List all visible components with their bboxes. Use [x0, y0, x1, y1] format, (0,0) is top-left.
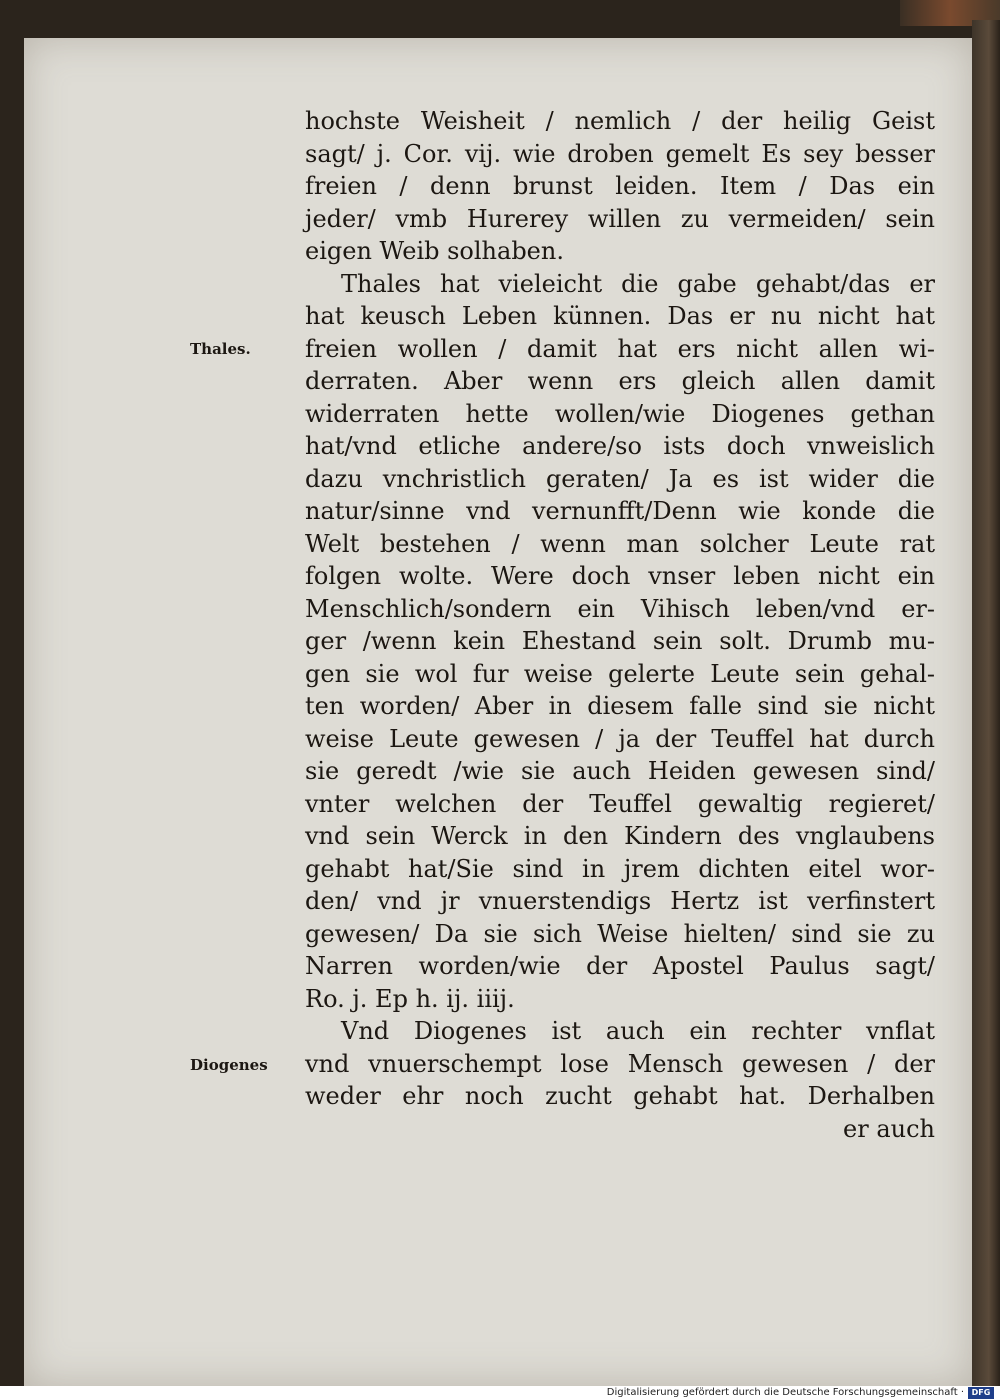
- footer-bar: [0, 1386, 1000, 1400]
- text-line: den/ vnd jr vnuerstendigs Hertz ist verfinstert: [305, 887, 935, 915]
- text-line: freien / denn brunst leiden. Item / Das ein: [305, 172, 935, 200]
- text-line: folgen wolte. Were doch vnser leben nicht ein: [305, 562, 935, 590]
- text-line: jeder/ vmb Hurerey willen zu vermeiden/ sein: [305, 204, 935, 233]
- text-line: gewesen/ Da sie sich Weise hielten/ sind sie zu: [305, 919, 935, 948]
- text-line: vnd sein Werck in den Kindern des vnglaubens: [305, 822, 935, 850]
- margin-note-thales: Thales.: [190, 340, 251, 358]
- text-line: hat keusch Leben künnen. Das er nu nicht hat: [305, 302, 935, 330]
- text-line: gehabt hat/Sie sind in jrem dichten eitel wor-: [305, 854, 935, 883]
- body-text: [305, 105, 935, 1145]
- text-line: freien wollen / damit hat ers nicht allen wi-: [305, 334, 935, 363]
- text-line: eigen Weib solhaben.: [305, 237, 564, 265]
- text-line: weder ehr noch zucht gehabt hat. Derhalben: [305, 1082, 935, 1110]
- funding-credit: Digitalisierung gefördert durch die Deutsche Forschungsgemeinschaft ·: [606, 1387, 964, 1398]
- text-line: widerraten hette wollen/wie Diogenes gethan: [305, 399, 935, 428]
- text-line: ten worden/ Aber in diesem falle sind sie nicht: [305, 692, 935, 720]
- text-line: natur/sinne vnd vernunfft/Denn wie konde die: [305, 497, 935, 525]
- text-line: sagt/ j. Cor. vij. wie droben gemelt Es sey besser: [305, 139, 935, 168]
- text-line: hochste Weisheit / nemlich / der heilig Geist: [305, 107, 935, 135]
- text-line: dazu vnchristlich geraten/ Ja es ist wider die: [305, 464, 935, 493]
- book-edge-right: [972, 20, 1000, 1386]
- text-line: Welt bestehen / wenn man solcher Leute rat: [305, 529, 935, 558]
- catchword: er auch: [843, 1114, 935, 1143]
- text-line: Menschlich/sondern ein Vihisch leben/vnd er-: [305, 594, 935, 623]
- text-line: sie geredt /wie sie auch Heiden gewesen sind/: [305, 757, 935, 785]
- text-line: Ro. j. Ep h. ij. iiij.: [305, 984, 515, 1013]
- dfg-logo-icon: DFG: [968, 1387, 994, 1399]
- margin-note-diogenes: Diogenes: [190, 1056, 268, 1074]
- text-line: hat/vnd etliche andere/so ists doch vnweislich: [305, 432, 935, 460]
- text-line: Vnd Diogenes ist auch ein rechter vnflat: [341, 1017, 935, 1045]
- text-line: Thales hat vieleicht die gabe gehabt/das er: [341, 269, 935, 298]
- text-line: derraten. Aber wenn ers gleich allen damit: [305, 367, 935, 395]
- text-line: ger /wenn kein Ehestand sein solt. Drumb mu-: [305, 627, 935, 655]
- text-line: gen sie wol fur weise gelerte Leute sein gehal-: [305, 659, 935, 688]
- text-line: vnter welchen der Teuffel gewaltig regieret/: [305, 789, 935, 818]
- text-line: vnd vnuerschempt lose Mensch gewesen / der: [305, 1049, 935, 1078]
- text-line: Narren worden/wie der Apostel Paulus sagt/: [305, 952, 935, 980]
- text-line: weise Leute gewesen / ja der Teuffel hat durch: [305, 724, 935, 753]
